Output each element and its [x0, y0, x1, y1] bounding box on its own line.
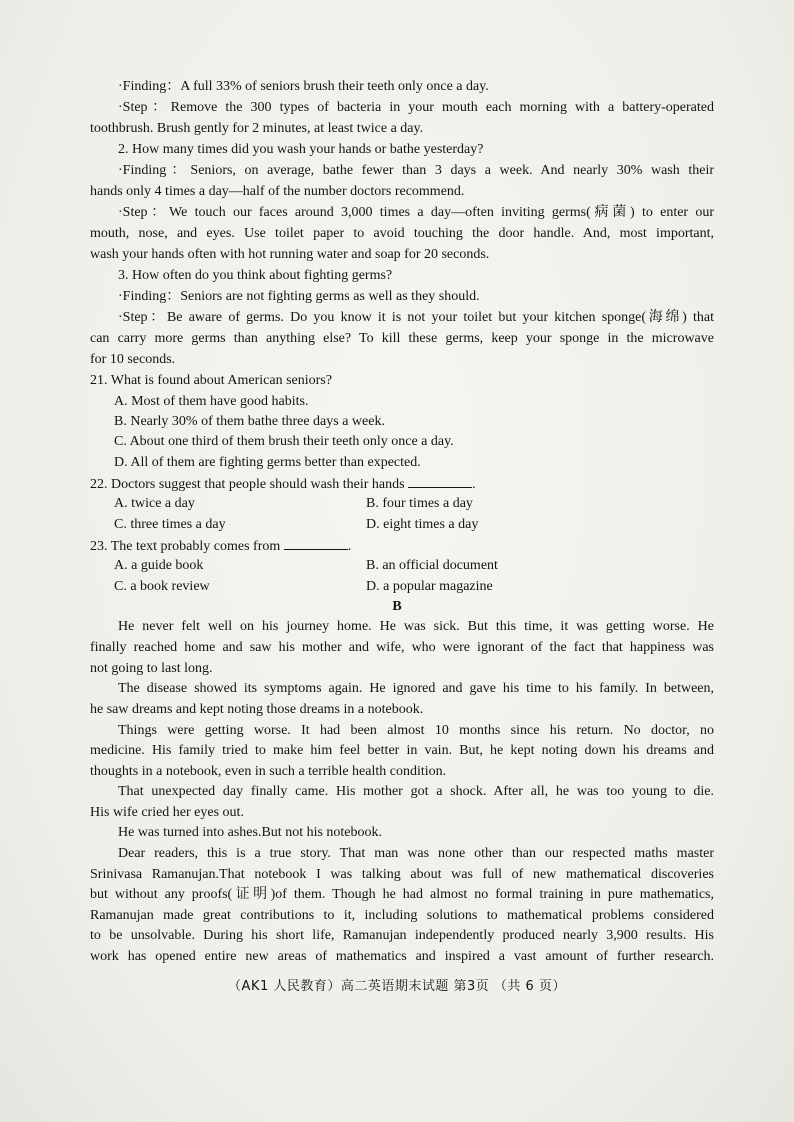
step-bacteria-cont: toothbrush. Brush gently for 2 minutes, at least twice a day. — [90, 121, 424, 136]
step-faces-cont-1: mouth, nose, and eyes. Use toilet paper to avoid touching the door handle. And, most important, — [90, 226, 714, 241]
question-23-end: . — [347, 539, 352, 554]
step-bacteria: ·Step：Remove the 300 types of bacteria in your mouth each morning with a battery-operated — [118, 100, 714, 115]
question-21-stem: 21. What is found about American seniors? — [90, 373, 332, 388]
passage-b-line-05: he saw dreams and kept noting those dreams in a notebook. — [90, 702, 424, 717]
question-23-option-c[interactable]: C. a book review — [114, 579, 210, 594]
question-22-stem-line — [90, 475, 476, 494]
question-23-stem: 23. The text probably comes from — [90, 539, 281, 554]
passage-b-line-17: work has opened entire new areas of mathematics and inspired a vast amount of further research. — [90, 949, 714, 964]
question-23-option-b[interactable]: B. an official document — [366, 558, 498, 573]
finding-bathe-cont: hands only 4 times a day—half of the number doctors recommend. — [90, 184, 465, 199]
passage-b-line-03: not going to last long. — [90, 661, 213, 676]
passage-b-line-11: He was turned into ashes.But not his notebook. — [118, 825, 383, 840]
question-22-option-c[interactable]: C. three times a day — [114, 517, 226, 532]
step-sponge-cont-1: can carry more germs than anything else? To kill these germs, keep your sponge in the microwave — [90, 331, 714, 346]
question-23-stem-line — [90, 537, 351, 556]
step-sponge: ·Step：Be aware of germs. Do you know it is not your toilet but your kitchen sponge(海绵) that — [118, 310, 714, 325]
answer-blank-23 — [284, 537, 348, 550]
finding-germs: ·Finding：Seniors are not fighting germs as well as they should. — [118, 289, 480, 304]
page-footer: （AK1 人民教育）高二英语期末试题 第3页 （共 6 页） — [228, 979, 566, 994]
section-b-heading: B — [392, 599, 402, 614]
question-22-option-a[interactable]: A. twice a day — [114, 496, 195, 511]
question-22-option-d[interactable]: D. eight times a day — [366, 517, 479, 532]
passage-b-line-01: He never felt well on his journey home. He was sick. But this time, it was getting worse. He — [118, 619, 714, 634]
step-sponge-cont-2: for 10 seconds. — [90, 352, 176, 367]
passage-b-line-06: Things were getting worse. It had been almost 10 months since his return. No doctor, no — [118, 723, 714, 738]
passage-b-line-10: His wife cried her eyes out. — [90, 805, 244, 820]
question-23-option-a[interactable]: A. a guide book — [114, 558, 204, 573]
passage-b-line-16: to be unsolvable. During his short life, Ramanujan independently produced nearly 3,900 results. His — [90, 928, 714, 943]
passage-b-line-07: medicine. His family tried to make him feel better in vain. But, he kept noting down his dreams and — [90, 743, 714, 758]
finding-bathe: ·Finding：Seniors, on average, bathe fewer than 3 days a week. And nearly 30% wash their — [118, 163, 714, 178]
answer-blank-22 — [408, 475, 472, 488]
passage-b-line-15: Ramanujan made great contributions to it, including solutions to mathematical problems considered — [90, 908, 714, 923]
passage-b-line-08: thoughts in a notebook, even in such a terrible health condition. — [90, 764, 447, 779]
question-22-end: . — [472, 477, 476, 492]
finding-teeth: ·Finding：A full 33% of seniors brush their teeth only once a day. — [118, 79, 489, 94]
passage-b-line-04: The disease showed its symptoms again. He ignored and gave his time to his family. In between, — [118, 681, 714, 696]
question-21-option-c[interactable]: C. About one third of them brush their teeth only once a day. — [114, 434, 454, 449]
step-faces-cont-2: wash your hands often with hot running water and soap for 20 seconds. — [90, 247, 490, 262]
question-22-stem: 22. Doctors suggest that people should wash their hands — [90, 477, 405, 492]
passage-b-line-12: Dear readers, this is a true story. That man was none other than our respected maths master — [118, 846, 714, 861]
section-3-heading: 3. How often do you think about fighting germs? — [118, 268, 393, 283]
passage-b-line-14: but without any proofs(证明)of them. Though he had almost no formal training in pure mathematics, — [90, 887, 714, 902]
step-faces: ·Step：We touch our faces around 3,000 times a day—often inviting germs(病菌) to enter our — [118, 205, 714, 220]
passage-b-line-02: finally reached home and saw his mother and wife, who were ignorant of the fact that happiness was — [90, 640, 714, 655]
question-22-option-b[interactable]: B. four times a day — [366, 496, 473, 511]
question-23-option-d[interactable]: D. a popular magazine — [366, 579, 493, 594]
question-21-option-a[interactable]: A. Most of them have good habits. — [114, 394, 309, 409]
question-21-option-b[interactable]: B. Nearly 30% of them bathe three days a week. — [114, 414, 385, 429]
passage-b-line-13: Srinivasa Ramanujan.That notebook I was talking about was full of new mathematical discoveries — [90, 867, 714, 882]
passage-b-line-09: That unexpected day finally came. His mother got a shock. After all, he was too young to die. — [118, 784, 714, 799]
section-2-heading: 2. How many times did you wash your hands or bathe yesterday? — [118, 142, 484, 157]
question-21-option-d[interactable]: D. All of them are fighting germs better than expected. — [114, 455, 421, 470]
